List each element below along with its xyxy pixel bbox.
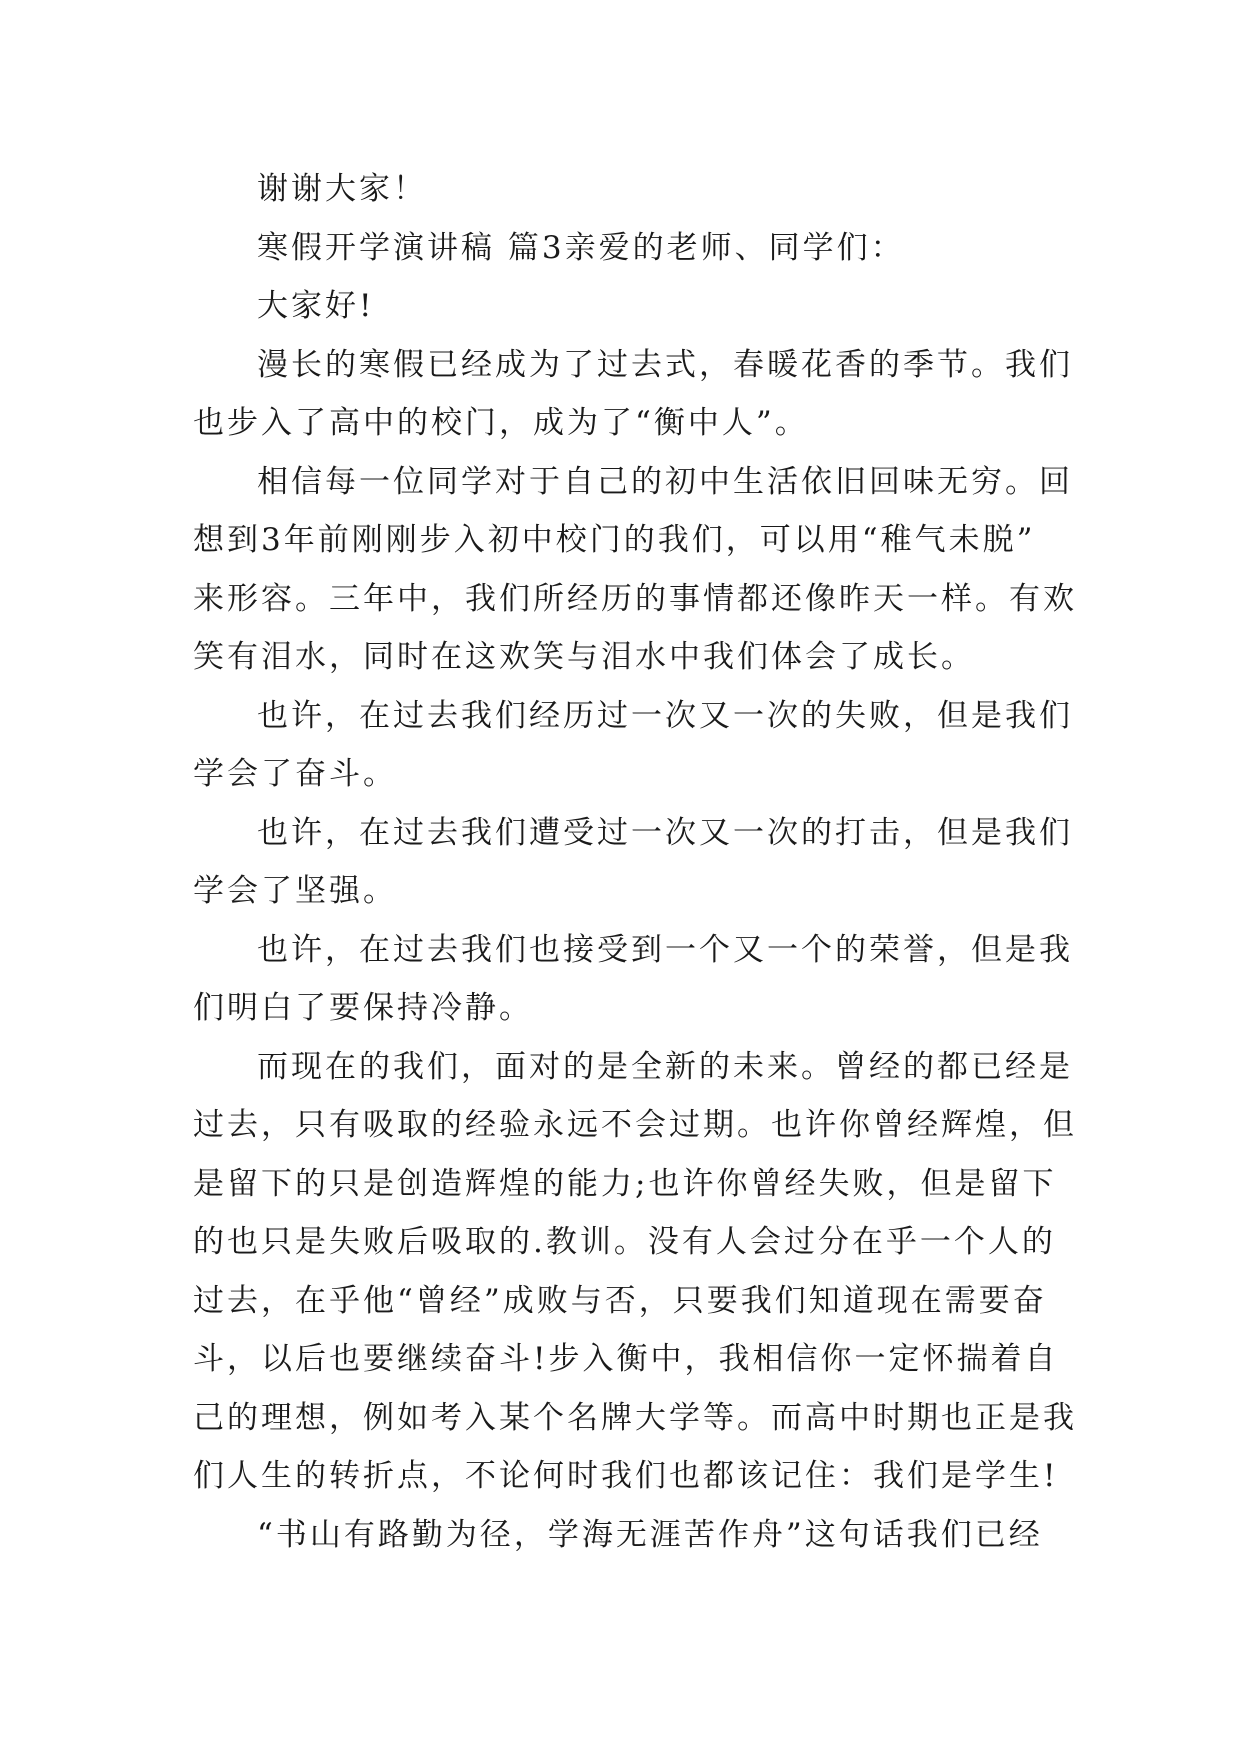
text-line: 谢谢大家！ xyxy=(257,171,427,207)
text-line: 己的理想，例如考入某个名牌大学等。而高中时期也正是我 xyxy=(193,1399,1077,1436)
text-line: 也步入了高中的校门，成为了“衡中人”。 xyxy=(193,405,809,441)
text-line: 是留下的只是创造辉煌的能力;也许你曾经失败，但是留下 xyxy=(193,1165,1057,1202)
text-line: 而现在的我们，面对的是全新的未来。曾经的都已经是 xyxy=(257,1048,1073,1085)
text-line: 们人生的转折点，不论何时我们也都该记住：我们是学生! xyxy=(193,1458,1059,1494)
text-line: 漫长的寒假已经成为了过去式，春暖花香的季节。我们 xyxy=(257,346,1073,383)
text-line: 过去，在乎他“曾经”成败与否，只要我们知道现在需要奋 xyxy=(193,1282,1047,1319)
text-line: 也许，在过去我们遭受过一次又一次的打击，但是我们 xyxy=(257,814,1073,851)
text-line: 们明白了要保持冷静。 xyxy=(193,990,533,1026)
text-line: 也许，在过去我们也接受到一个又一个的荣誉，但是我 xyxy=(257,931,1073,968)
text-line: 笑有泪水，同时在这欢笑与泪水中我们体会了成长。 xyxy=(193,639,975,675)
text-line: 想到3年前刚刚步入初中校门的我们，可以用“稚气未脱” xyxy=(193,522,1036,558)
text-line: “书山有路勤为径，学海无涯苦作舟”这句话我们已经 xyxy=(257,1516,1043,1553)
text-line: 相信每一位同学对于自己的初中生活依旧回味无穷。回 xyxy=(257,463,1073,500)
text-line: 斗，以后也要继续奋斗!步入衡中，我相信你一定怀揣着自 xyxy=(193,1341,1059,1377)
text-line: 学会了坚强。 xyxy=(193,873,397,909)
text-line: 也许，在过去我们经历过一次又一次的失败，但是我们 xyxy=(257,697,1073,734)
text-line: 学会了奋斗。 xyxy=(193,756,397,792)
text-line: 大家好! xyxy=(257,288,375,324)
speech-text xyxy=(193,160,1077,1564)
text-line: 的也只是失败后吸取的.教训。没有人会过分在乎一个人的 xyxy=(193,1224,1056,1260)
text-line: 来形容。三年中，我们所经历的事情都还像昨天一样。有欢 xyxy=(193,580,1077,617)
text-line: 寒假开学演讲稿 篇3亲爱的老师、同学们： xyxy=(257,229,905,266)
text-line: 过去，只有吸取的经验永远不会过期。也许你曾经辉煌，但 xyxy=(193,1107,1077,1143)
